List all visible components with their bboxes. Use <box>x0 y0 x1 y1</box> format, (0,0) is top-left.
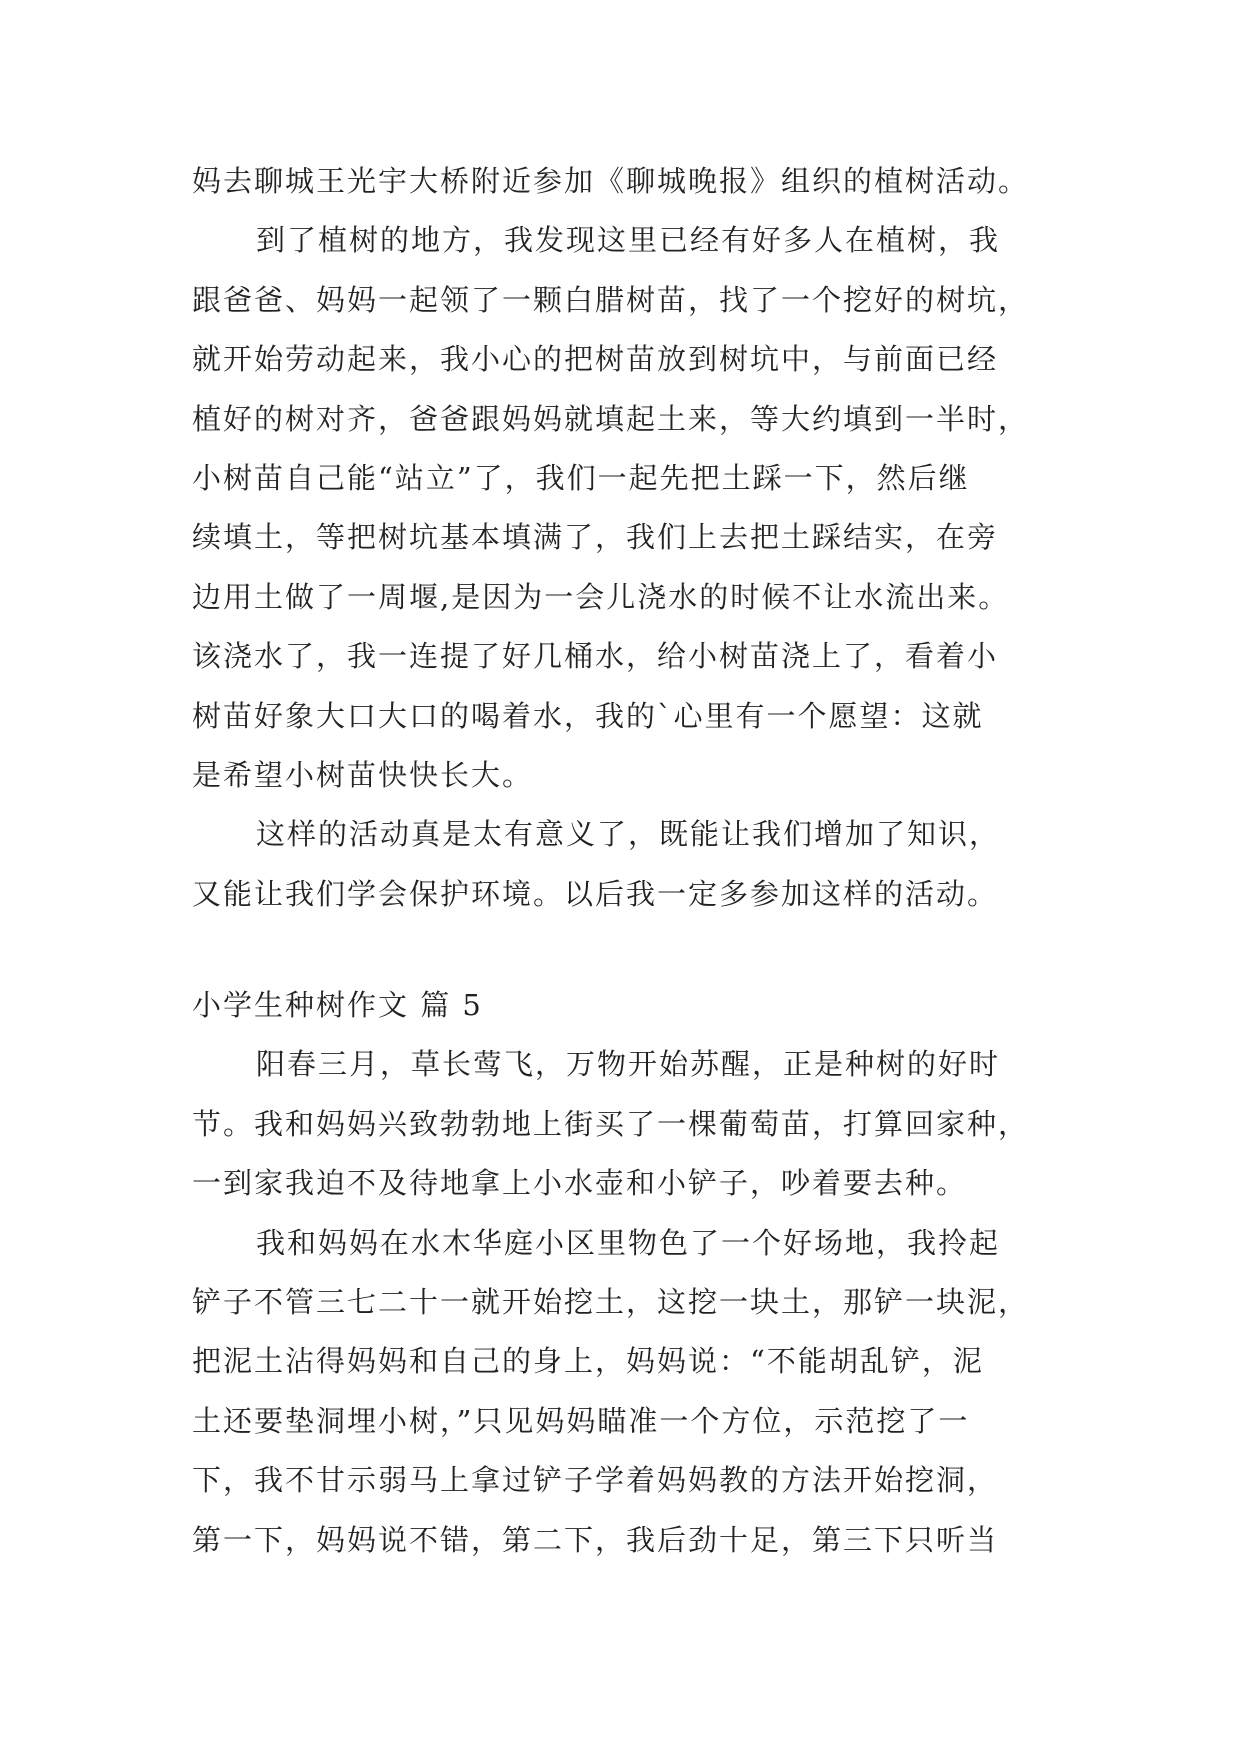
text-line: 这样的活动真是太有意义了，既能让我们增加了知识， <box>256 817 1001 852</box>
paragraph-planting <box>192 211 1052 805</box>
document-body <box>192 152 1052 1570</box>
text-line: 边用土做了一周堰,是因为一会儿浇水的时候不让水流出来。 <box>192 579 1010 614</box>
section-heading: 小学生种树作文 篇 5 <box>192 988 483 1023</box>
text-line: 土还要垫洞埋小树，”只见妈妈瞄准一个方位，示范挖了一 <box>192 1403 970 1438</box>
text-line: 续填土，等把树坑基本填满了，我们上去把土踩结实，在旁 <box>192 520 999 555</box>
text-line: 树苗好象大口大口的喝着水，我的`心里有一个愿望：这就 <box>192 698 984 733</box>
text-line: 一到家我迫不及待地拿上小水壶和小铲子，吵着要去种。 <box>192 1166 968 1201</box>
text-line: 铲子不管三七二十一就开始挖土，这挖一块土，那铲一块泥， <box>192 1285 1030 1320</box>
paragraph-continuation <box>192 152 1052 211</box>
text-line: 妈去聊城王光宇大桥附近参加《聊城晚报》组织的植树活动。 <box>192 164 1030 198</box>
section-spacer <box>192 924 1052 976</box>
paragraph-spring <box>192 1035 1052 1213</box>
text-line: 阳春三月，草长莺飞，万物开始苏醒，正是种树的好时 <box>256 1047 1001 1082</box>
text-line: 把泥土沾得妈妈和自己的身上，妈妈说：“不能胡乱铲，泥 <box>192 1344 984 1379</box>
text-line: 该浇水了，我一连提了好几桶水，给小树苗浇上了，看着小 <box>192 639 999 674</box>
text-line: 节。我和妈妈兴致勃勃地上街买了一棵葡萄苗，打算回家种， <box>192 1106 1030 1141</box>
text-line: 第一下，妈妈说不错，第二下，我后劲十足，第三下只听当 <box>192 1522 999 1557</box>
text-line: 植好的树对齐，爸爸跟妈妈就填起土来，等大约填到一半时， <box>192 401 1030 436</box>
text-line: 就开始劳动起来，我小心的把树苗放到树坑中，与前面已经 <box>192 342 999 377</box>
text-line: 小树苗自己能“站立”了，我们一起先把土踩一下，然后继 <box>192 460 970 495</box>
text-line: 又能让我们学会保护环境。以后我一定多参加这样的活动。 <box>192 876 999 911</box>
paragraph-meaning <box>192 805 1052 924</box>
text-line: 到了植树的地方，我发现这里已经有好多人在植树，我 <box>256 223 1001 258</box>
text-line: 我和妈妈在水木华庭小区里物色了一个好场地，我拎起 <box>256 1225 1001 1260</box>
text-line: 下，我不甘示弱马上拿过铲子学着妈妈教的方法开始挖洞， <box>192 1463 999 1498</box>
text-line: 是希望小树苗快快长大。 <box>192 757 534 792</box>
text-line: 跟爸爸、妈妈一起领了一颗白腊树苗，找了一个挖好的树坑， <box>192 282 1030 317</box>
paragraph-digging <box>192 1214 1052 1570</box>
